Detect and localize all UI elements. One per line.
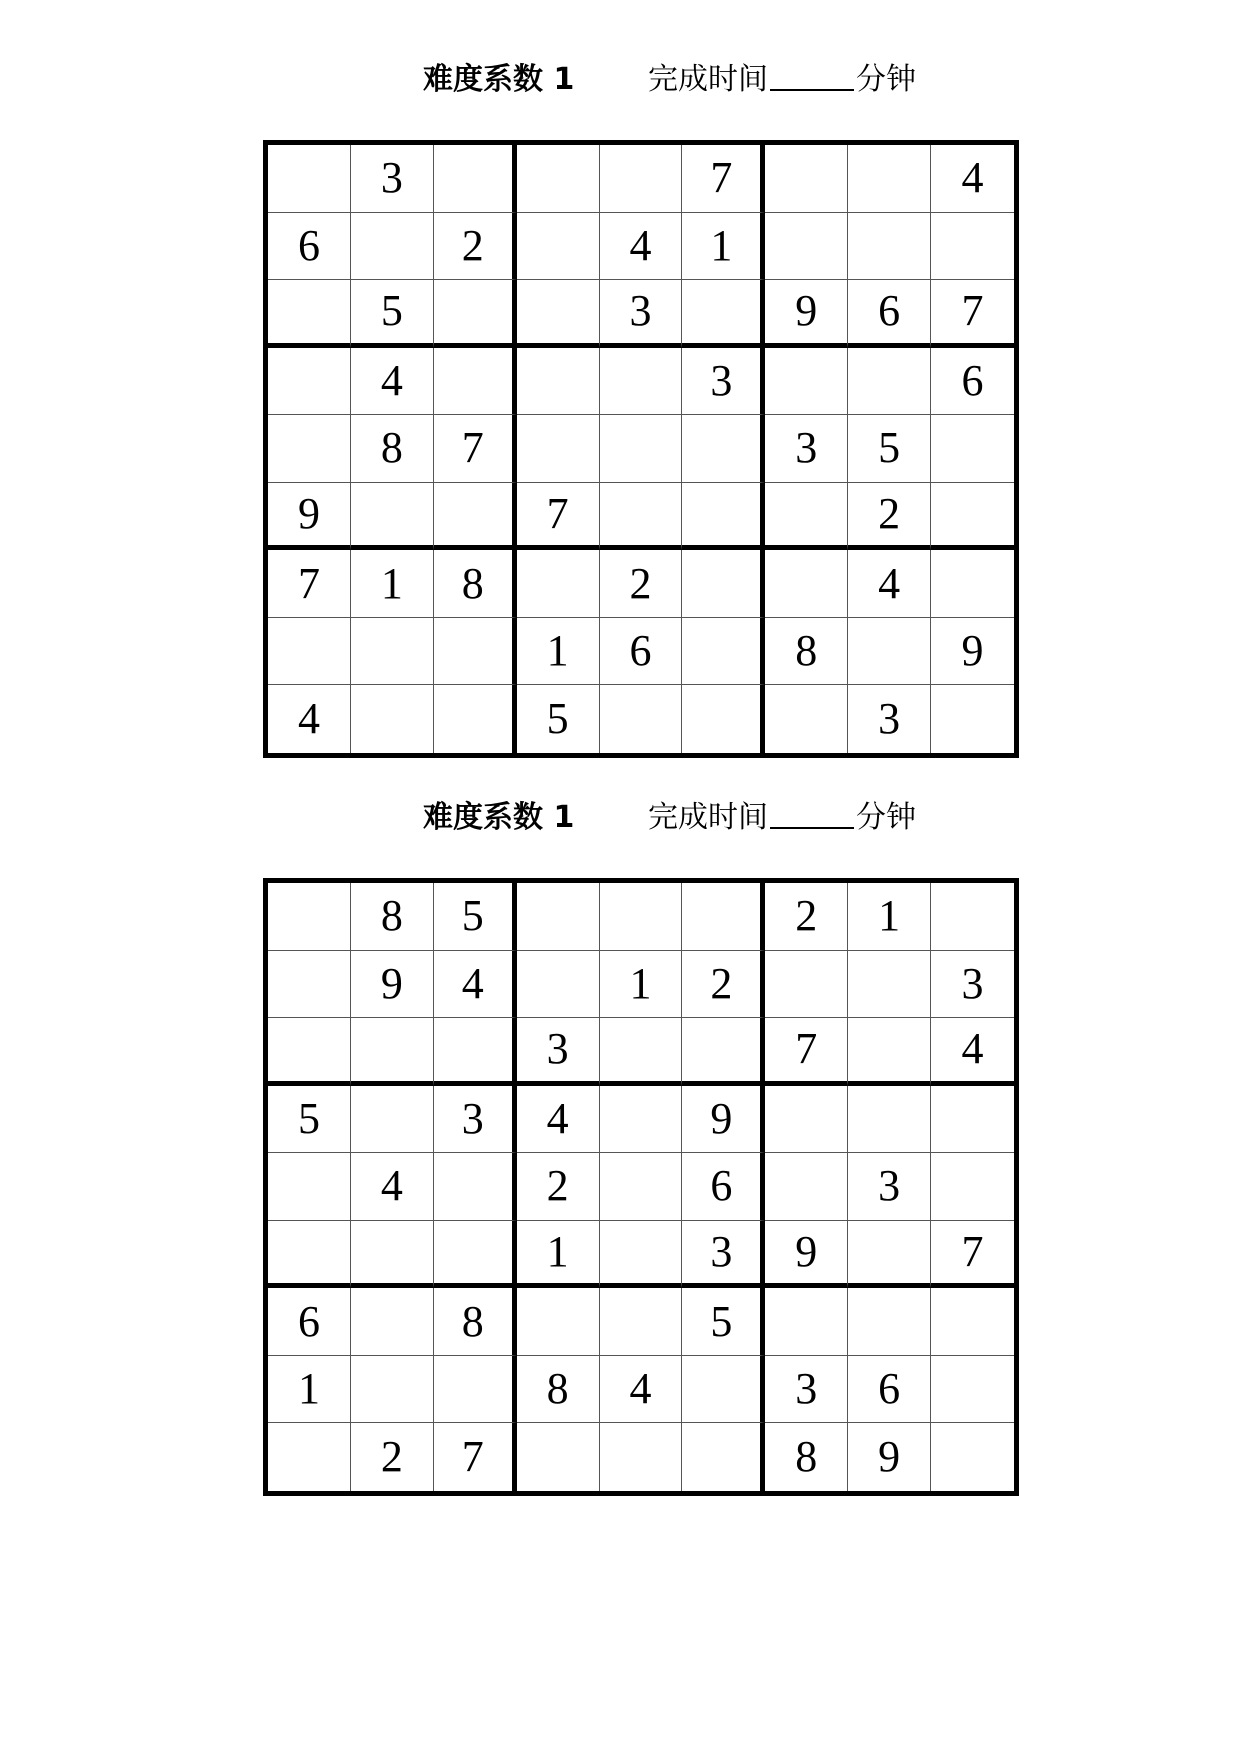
sudoku-cell[interactable] bbox=[931, 483, 1014, 551]
sudoku-cell[interactable]: 5 bbox=[682, 1288, 765, 1356]
sudoku-cell[interactable]: 8 bbox=[351, 415, 434, 483]
sudoku-cell[interactable]: 8 bbox=[351, 883, 434, 951]
sudoku-cell[interactable] bbox=[682, 1356, 765, 1424]
sudoku-cell[interactable] bbox=[434, 1356, 517, 1424]
sudoku-cell[interactable] bbox=[931, 550, 1014, 618]
sudoku-cell[interactable] bbox=[351, 1221, 434, 1289]
sudoku-cell[interactable]: 3 bbox=[931, 951, 1014, 1019]
sudoku-cell[interactable]: 7 bbox=[682, 145, 765, 213]
time-label-text: 完成时间 bbox=[648, 800, 768, 835]
sudoku-cell[interactable] bbox=[765, 550, 848, 618]
sudoku-cell[interactable] bbox=[434, 1018, 517, 1086]
sudoku-cell[interactable] bbox=[931, 213, 1014, 281]
sudoku-cell[interactable] bbox=[434, 348, 517, 416]
sudoku-cell[interactable]: 6 bbox=[848, 280, 931, 348]
sudoku-cell[interactable] bbox=[931, 1086, 1014, 1154]
sudoku-grid-1 bbox=[263, 140, 1019, 758]
sudoku-cell[interactable] bbox=[268, 1018, 351, 1086]
sudoku-cell[interactable]: 7 bbox=[434, 415, 517, 483]
sudoku-cell[interactable]: 9 bbox=[682, 1086, 765, 1154]
sudoku-cell[interactable] bbox=[931, 883, 1014, 951]
sudoku-cell[interactable]: 7 bbox=[268, 550, 351, 618]
sudoku-cell[interactable] bbox=[600, 685, 683, 753]
sudoku-cell[interactable] bbox=[351, 213, 434, 281]
sudoku-cell[interactable] bbox=[931, 1153, 1014, 1221]
sudoku-cell[interactable] bbox=[600, 483, 683, 551]
sudoku-cell[interactable]: 3 bbox=[682, 348, 765, 416]
sudoku-cell[interactable] bbox=[765, 1288, 848, 1356]
sudoku-grid-2 bbox=[263, 878, 1019, 1496]
difficulty-label: 难度系数 1 bbox=[423, 800, 575, 835]
sudoku-cell[interactable]: 7 bbox=[434, 1423, 517, 1491]
sudoku-cell[interactable] bbox=[682, 618, 765, 686]
sudoku-cell[interactable] bbox=[434, 145, 517, 213]
time-unit-text: 分钟 bbox=[856, 800, 916, 835]
time-blank-field[interactable] bbox=[770, 793, 854, 829]
sudoku-cell[interactable]: 3 bbox=[600, 280, 683, 348]
sudoku-cell[interactable] bbox=[931, 1423, 1014, 1491]
sudoku-cell[interactable]: 3 bbox=[517, 1018, 600, 1086]
sudoku-cell[interactable] bbox=[931, 1356, 1014, 1424]
sudoku-cell[interactable] bbox=[682, 1018, 765, 1086]
sudoku-cell[interactable]: 5 bbox=[434, 883, 517, 951]
sudoku-cell[interactable] bbox=[434, 1153, 517, 1221]
sudoku-cell[interactable] bbox=[600, 415, 683, 483]
sudoku-cell[interactable]: 1 bbox=[268, 1356, 351, 1424]
sudoku-cell[interactable] bbox=[765, 1153, 848, 1221]
sudoku-cell[interactable] bbox=[931, 685, 1014, 753]
sudoku-cell[interactable]: 9 bbox=[351, 951, 434, 1019]
puzzle-2-header bbox=[0, 793, 1241, 843]
sudoku-cell[interactable]: 4 bbox=[351, 348, 434, 416]
sudoku-cell[interactable] bbox=[600, 1288, 683, 1356]
sudoku-cell[interactable] bbox=[600, 1221, 683, 1289]
sudoku-cell[interactable]: 8 bbox=[434, 1288, 517, 1356]
sudoku-cell[interactable]: 1 bbox=[682, 213, 765, 281]
sudoku-cell[interactable] bbox=[268, 618, 351, 686]
sudoku-cell[interactable] bbox=[600, 348, 683, 416]
sudoku-cell[interactable] bbox=[268, 1221, 351, 1289]
time-label-text: 完成时间 bbox=[648, 62, 768, 97]
sudoku-cell[interactable] bbox=[600, 1086, 683, 1154]
sudoku-cell[interactable]: 6 bbox=[268, 213, 351, 281]
sudoku-cell[interactable]: 6 bbox=[931, 348, 1014, 416]
completion-time-label bbox=[648, 793, 916, 843]
sudoku-cell[interactable] bbox=[765, 213, 848, 281]
sudoku-cell[interactable] bbox=[268, 415, 351, 483]
sudoku-cell[interactable] bbox=[268, 348, 351, 416]
sudoku-cell[interactable] bbox=[517, 951, 600, 1019]
sudoku-cell[interactable]: 4 bbox=[268, 685, 351, 753]
sudoku-cell[interactable] bbox=[765, 1086, 848, 1154]
sudoku-cell[interactable]: 1 bbox=[517, 618, 600, 686]
sudoku-cell[interactable] bbox=[517, 145, 600, 213]
puzzle-1-header bbox=[0, 55, 1241, 105]
sudoku-cell[interactable]: 7 bbox=[931, 1221, 1014, 1289]
sudoku-cell[interactable] bbox=[517, 550, 600, 618]
sudoku-cell[interactable] bbox=[434, 1221, 517, 1289]
sudoku-cell[interactable] bbox=[765, 951, 848, 1019]
sudoku-cell[interactable] bbox=[600, 145, 683, 213]
sudoku-cell[interactable] bbox=[765, 685, 848, 753]
sudoku-cell[interactable] bbox=[600, 1423, 683, 1491]
sudoku-cell[interactable] bbox=[682, 883, 765, 951]
sudoku-cell[interactable] bbox=[517, 348, 600, 416]
sudoku-cell[interactable] bbox=[268, 145, 351, 213]
sudoku-cell[interactable]: 2 bbox=[517, 1153, 600, 1221]
sudoku-cell[interactable]: 2 bbox=[848, 483, 931, 551]
sudoku-cell[interactable]: 6 bbox=[268, 1288, 351, 1356]
sudoku-cell[interactable] bbox=[351, 618, 434, 686]
sudoku-cell[interactable] bbox=[351, 1018, 434, 1086]
sudoku-cell[interactable] bbox=[848, 1288, 931, 1356]
sudoku-cell[interactable]: 5 bbox=[351, 280, 434, 348]
sudoku-cell[interactable]: 3 bbox=[848, 1153, 931, 1221]
sudoku-cell[interactable]: 2 bbox=[600, 550, 683, 618]
sudoku-cell[interactable]: 3 bbox=[848, 685, 931, 753]
sudoku-cell[interactable]: 4 bbox=[434, 951, 517, 1019]
sudoku-cell[interactable] bbox=[848, 618, 931, 686]
sudoku-cell[interactable]: 5 bbox=[848, 415, 931, 483]
difficulty-label: 难度系数 1 bbox=[423, 62, 575, 97]
sudoku-cell[interactable]: 5 bbox=[268, 1086, 351, 1154]
sudoku-cell[interactable]: 7 bbox=[517, 483, 600, 551]
sudoku-cell[interactable]: 9 bbox=[765, 1221, 848, 1289]
sudoku-cell[interactable]: 7 bbox=[931, 280, 1014, 348]
sudoku-cell[interactable] bbox=[351, 483, 434, 551]
sudoku-cell[interactable]: 4 bbox=[351, 1153, 434, 1221]
time-blank-field[interactable] bbox=[770, 55, 854, 91]
sudoku-cell[interactable]: 4 bbox=[848, 550, 931, 618]
sudoku-cell[interactable]: 2 bbox=[434, 213, 517, 281]
sudoku-cell[interactable] bbox=[682, 685, 765, 753]
sudoku-cell[interactable] bbox=[517, 415, 600, 483]
sudoku-cell[interactable]: 3 bbox=[765, 415, 848, 483]
sudoku-cell[interactable]: 4 bbox=[931, 145, 1014, 213]
sudoku-cell[interactable] bbox=[434, 280, 517, 348]
sudoku-cell[interactable]: 9 bbox=[765, 280, 848, 348]
sudoku-cell[interactable]: 6 bbox=[848, 1356, 931, 1424]
sudoku-cell[interactable] bbox=[517, 280, 600, 348]
sudoku-cell[interactable] bbox=[268, 1153, 351, 1221]
sudoku-cell[interactable] bbox=[434, 618, 517, 686]
sudoku-cell[interactable]: 7 bbox=[765, 1018, 848, 1086]
sudoku-cell[interactable] bbox=[600, 1018, 683, 1086]
sudoku-cell[interactable]: 3 bbox=[351, 145, 434, 213]
sudoku-cell[interactable] bbox=[848, 213, 931, 281]
sudoku-cell[interactable] bbox=[517, 1288, 600, 1356]
sudoku-cell[interactable]: 4 bbox=[517, 1086, 600, 1154]
sudoku-cell[interactable] bbox=[765, 483, 848, 551]
sudoku-cell[interactable]: 8 bbox=[765, 618, 848, 686]
sudoku-cell[interactable] bbox=[434, 685, 517, 753]
sudoku-cell[interactable] bbox=[351, 685, 434, 753]
sudoku-cell[interactable]: 8 bbox=[434, 550, 517, 618]
sudoku-cell[interactable]: 8 bbox=[517, 1356, 600, 1424]
sudoku-cell[interactable]: 8 bbox=[765, 1423, 848, 1491]
sudoku-cell[interactable] bbox=[765, 348, 848, 416]
sudoku-cell[interactable]: 3 bbox=[765, 1356, 848, 1424]
completion-time-label bbox=[648, 55, 916, 105]
sudoku-cell[interactable] bbox=[682, 550, 765, 618]
sudoku-cell[interactable] bbox=[765, 145, 848, 213]
sudoku-cell[interactable]: 9 bbox=[268, 483, 351, 551]
sudoku-cell[interactable]: 1 bbox=[517, 1221, 600, 1289]
sudoku-cell[interactable]: 1 bbox=[351, 550, 434, 618]
sudoku-cell[interactable] bbox=[268, 280, 351, 348]
time-unit-text: 分钟 bbox=[856, 62, 916, 97]
sudoku-cell[interactable] bbox=[268, 1423, 351, 1491]
sudoku-cell[interactable] bbox=[351, 1356, 434, 1424]
sudoku-cell[interactable] bbox=[268, 883, 351, 951]
sudoku-cell[interactable] bbox=[848, 951, 931, 1019]
sudoku-cell[interactable] bbox=[600, 1153, 683, 1221]
sudoku-cell[interactable] bbox=[848, 348, 931, 416]
sudoku-cell[interactable] bbox=[848, 1086, 931, 1154]
sudoku-cell[interactable] bbox=[931, 415, 1014, 483]
sudoku-cell[interactable]: 3 bbox=[682, 1221, 765, 1289]
sudoku-cell[interactable]: 2 bbox=[351, 1423, 434, 1491]
sudoku-cell[interactable] bbox=[848, 145, 931, 213]
sudoku-cell[interactable] bbox=[931, 1288, 1014, 1356]
sudoku-cell[interactable] bbox=[517, 213, 600, 281]
sudoku-cell[interactable] bbox=[434, 483, 517, 551]
sudoku-cell[interactable]: 3 bbox=[434, 1086, 517, 1154]
sudoku-cell[interactable] bbox=[848, 1018, 931, 1086]
sudoku-cell[interactable]: 9 bbox=[931, 618, 1014, 686]
sudoku-cell[interactable]: 1 bbox=[848, 883, 931, 951]
sudoku-cell[interactable]: 4 bbox=[600, 1356, 683, 1424]
sudoku-cell[interactable] bbox=[682, 1423, 765, 1491]
sudoku-cell[interactable]: 6 bbox=[600, 618, 683, 686]
sudoku-cell[interactable] bbox=[517, 1423, 600, 1491]
sudoku-cell[interactable]: 6 bbox=[682, 1153, 765, 1221]
sudoku-cell[interactable] bbox=[517, 883, 600, 951]
sudoku-cell[interactable] bbox=[351, 1086, 434, 1154]
sudoku-cell[interactable] bbox=[600, 883, 683, 951]
sudoku-cell[interactable] bbox=[682, 415, 765, 483]
sudoku-cell[interactable] bbox=[351, 1288, 434, 1356]
sudoku-cell[interactable] bbox=[268, 951, 351, 1019]
sudoku-cell[interactable] bbox=[682, 280, 765, 348]
sudoku-cell[interactable]: 4 bbox=[931, 1018, 1014, 1086]
sudoku-cell[interactable]: 9 bbox=[848, 1423, 931, 1491]
sudoku-cell[interactable] bbox=[682, 483, 765, 551]
sudoku-cell[interactable] bbox=[848, 1221, 931, 1289]
sudoku-cell[interactable]: 2 bbox=[682, 951, 765, 1019]
sudoku-cell[interactable]: 2 bbox=[765, 883, 848, 951]
sudoku-cell[interactable]: 4 bbox=[600, 213, 683, 281]
sudoku-cell[interactable]: 5 bbox=[517, 685, 600, 753]
sudoku-cell[interactable]: 1 bbox=[600, 951, 683, 1019]
